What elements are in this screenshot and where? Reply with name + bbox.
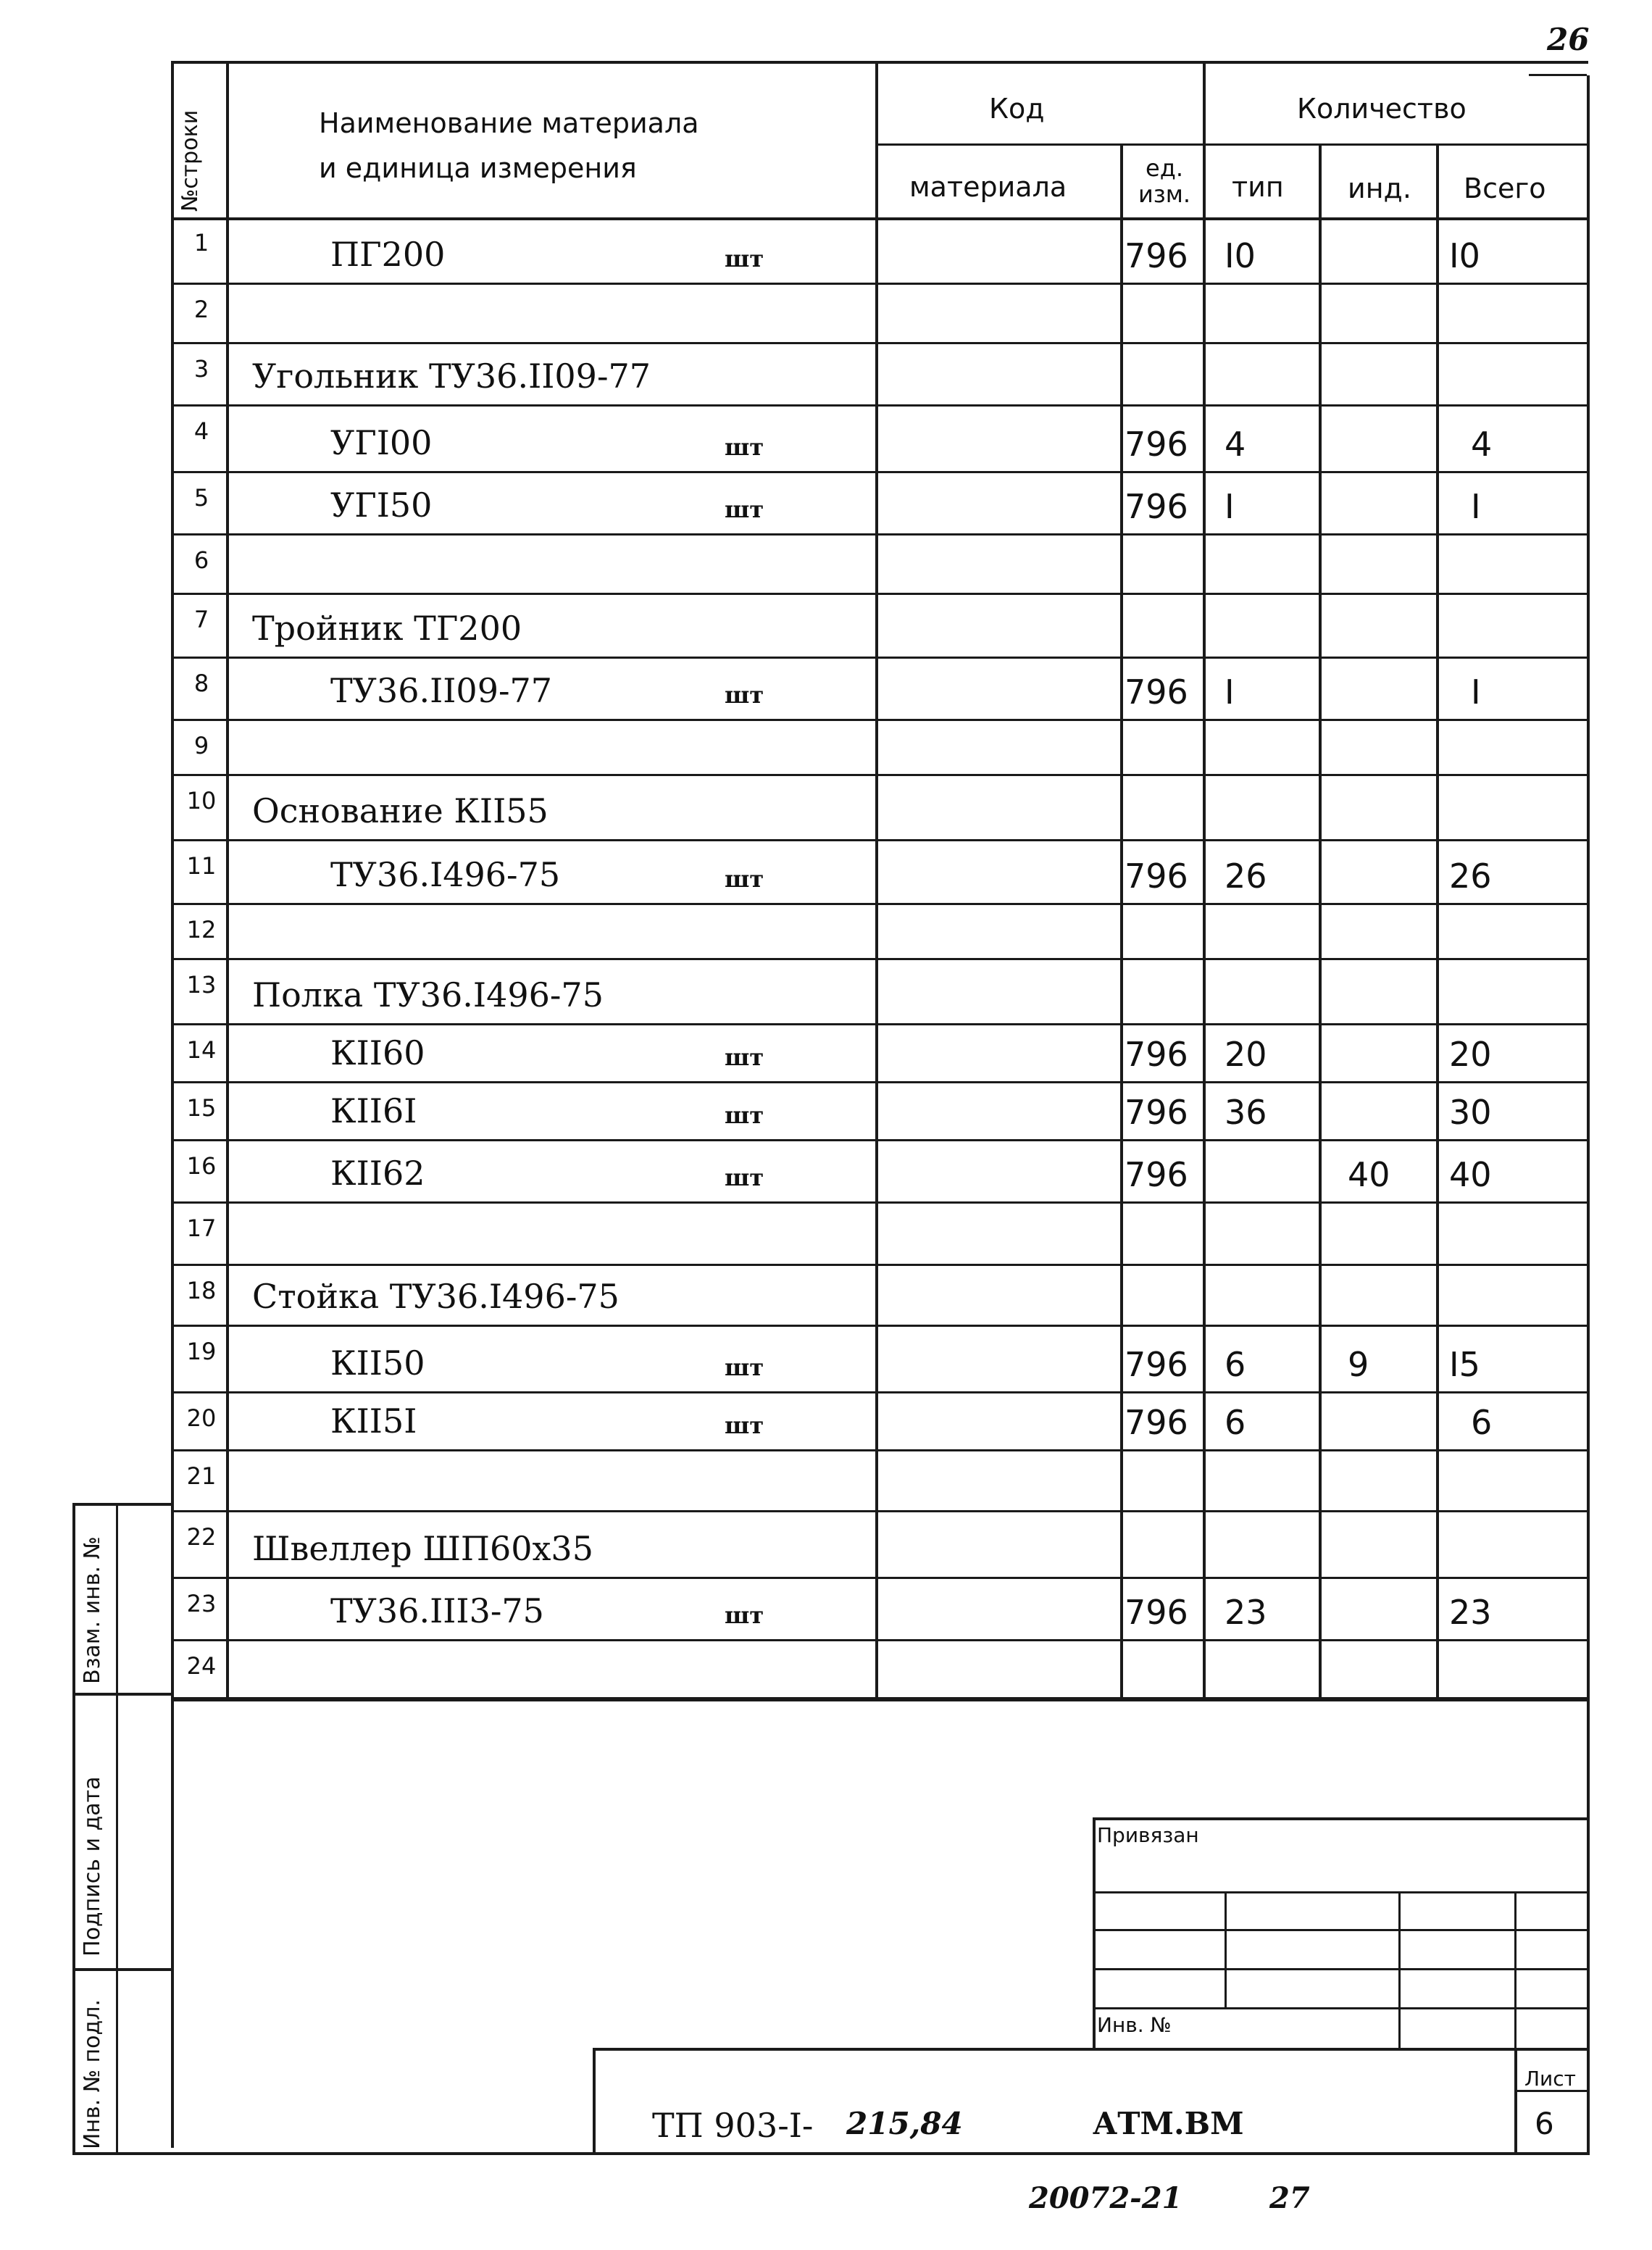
side-stamp-top (72, 1503, 174, 1506)
side-vzam-label: Взам. инв. № (80, 1536, 105, 1684)
row-number: 14 (186, 1036, 217, 1064)
tb-doc-mark: АТМ.ВМ (1093, 2106, 1244, 2141)
row-name: ТУ36.I496-75 (330, 855, 561, 894)
footer-stamp-number: 20072-21 (1029, 2181, 1182, 2215)
row-separator (171, 1023, 1588, 1025)
row-unit: шт (725, 245, 764, 272)
col-divider-name (875, 61, 878, 1700)
row-number: 10 (186, 787, 217, 814)
row-separator (171, 1639, 1588, 1641)
row-separator (171, 593, 1588, 595)
row-name: ТУ36.II09-77 (330, 671, 553, 710)
col-divider-unit (1203, 61, 1206, 1700)
col-divider-material (1120, 143, 1123, 1700)
row-separator (171, 1201, 1588, 1204)
row-number: 12 (186, 916, 217, 943)
header-row-number: №строки (178, 109, 203, 212)
tb-privyazan-left (1093, 1817, 1096, 2049)
row-separator (171, 903, 1588, 905)
row-separator (171, 958, 1588, 960)
side-inv-podl-label: Инв. № подл. (80, 1999, 105, 2149)
row-unit: шт (725, 1043, 764, 1071)
row-name: КII50 (330, 1343, 425, 1383)
row-separator (171, 1510, 1588, 1512)
row-unit: шт (725, 1164, 764, 1191)
row-name: Стойка ТУ36.I496-75 (252, 1277, 620, 1316)
row-unit: шт (725, 1354, 764, 1381)
row-number: 1 (193, 229, 209, 257)
header-bottom-border (171, 217, 1588, 220)
header-q-ind: инд. (1348, 172, 1411, 204)
row-number: 11 (186, 852, 217, 880)
row-number: 4 (193, 417, 209, 445)
row-qty-total: 40 (1449, 1155, 1492, 1194)
row-name: КII6I (330, 1091, 417, 1130)
row-qty-type: I (1225, 487, 1235, 526)
row-number: 19 (186, 1338, 217, 1365)
header-name-line1: Наименование материала (319, 107, 699, 139)
table-right-border (1587, 75, 1590, 2155)
row-qty-type: I (1225, 672, 1235, 712)
row-number: 18 (186, 1277, 217, 1304)
row-qty-total: I5 (1449, 1345, 1480, 1384)
row-name: УГI00 (330, 423, 433, 462)
row-name: КII5I (330, 1401, 417, 1441)
header-q-total: Всего (1464, 172, 1546, 204)
row-separator (171, 404, 1588, 407)
top-right-rule (1529, 74, 1587, 76)
tb-sheet-label: Лист (1524, 2067, 1576, 2091)
row-qty-total: 4 (1471, 425, 1493, 464)
header-code-unit: ед. изм. (1138, 154, 1191, 208)
row-qty-total: I (1471, 672, 1481, 712)
row-separator (171, 1577, 1588, 1579)
tb-main-left (593, 2048, 596, 2154)
row-qty-type: 20 (1225, 1035, 1267, 1074)
table-top-border (171, 61, 1588, 64)
tb-privyazan-label: Привязан (1097, 1823, 1199, 1847)
row-separator (171, 283, 1588, 285)
row-qty-total: 23 (1449, 1593, 1492, 1632)
row-qty-total: I0 (1449, 236, 1480, 275)
row-name: Основание КII55 (252, 791, 548, 830)
row-number: 5 (193, 484, 209, 512)
row-number: 6 (193, 546, 209, 574)
row-number: 7 (193, 606, 209, 633)
row-qty-total: 26 (1449, 857, 1492, 896)
row-unit: шт (725, 865, 764, 893)
row-code: 796 (1125, 1593, 1188, 1632)
row-unit: шт (725, 1601, 764, 1629)
row-unit: шт (725, 496, 764, 523)
row-qty-type: 26 (1225, 857, 1267, 896)
row-name: Полка ТУ36.I496-75 (252, 975, 604, 1014)
row-number: 24 (186, 1652, 217, 1680)
row-number: 23 (186, 1590, 217, 1617)
page-number: 26 (1547, 22, 1590, 57)
side-podpis-label: Подпись и дата (80, 1776, 105, 1957)
tb-privyazan-top (1093, 1817, 1588, 1820)
row-number: 13 (186, 971, 217, 999)
header-code: Код (989, 93, 1045, 125)
row-separator (171, 533, 1588, 536)
row-number: 9 (193, 732, 209, 759)
row-unit: шт (725, 681, 764, 709)
row-qty-type: 36 (1225, 1093, 1267, 1132)
row-qty-type: 6 (1225, 1403, 1246, 1442)
row-separator (171, 342, 1588, 344)
col-divider-ind (1436, 143, 1439, 1700)
row-qty-type: 4 (1225, 425, 1246, 464)
row-name: Тройник ТГ200 (252, 609, 522, 648)
row-qty-total: 20 (1449, 1035, 1492, 1074)
side-stamp-left-border (72, 1503, 75, 2155)
page-bottom-border (171, 2152, 1588, 2155)
row-name: Швеллер ШП60х35 (252, 1529, 593, 1568)
tb-sheet-divider (1514, 2048, 1517, 2154)
row-number: 15 (186, 1094, 217, 1122)
header-code-material: материала (909, 171, 1067, 203)
row-code: 796 (1125, 1403, 1188, 1442)
row-qty-total: 30 (1449, 1093, 1492, 1132)
row-number: 8 (193, 670, 209, 697)
row-code: 796 (1125, 857, 1188, 896)
row-unit: шт (725, 1412, 764, 1439)
side-stamp-div1 (72, 1693, 174, 1696)
row-separator (171, 1081, 1588, 1083)
row-code: 796 (1125, 487, 1188, 526)
row-code: 796 (1125, 1345, 1188, 1384)
row-name: КII60 (330, 1033, 425, 1072)
row-separator (171, 657, 1588, 659)
tb-grid-col2 (1398, 1891, 1401, 2048)
row-name: КII62 (330, 1154, 425, 1193)
row-separator (171, 1264, 1588, 1266)
side-stamp-inner-border (116, 1503, 118, 2155)
tb-inv-label: Инв. № (1097, 2013, 1172, 2037)
row-code: 796 (1125, 236, 1188, 275)
row-separator (171, 719, 1588, 721)
row-separator (171, 839, 1588, 841)
row-name: ПГ200 (330, 235, 446, 274)
header-quantity: Количество (1297, 93, 1467, 125)
row-name: УГI50 (330, 486, 433, 525)
tb-grid-col3 (1514, 1891, 1517, 2048)
row-code: 796 (1125, 425, 1188, 464)
side-stamp-bottom (72, 2152, 174, 2155)
row-number: 17 (186, 1214, 217, 1242)
row-qty-type: I0 (1225, 236, 1256, 275)
row-separator (171, 1391, 1588, 1393)
row-number: 20 (186, 1404, 217, 1432)
tb-doc-code-hand: 215,84 (846, 2106, 963, 2141)
row-code: 796 (1125, 1155, 1188, 1194)
table-body-bottom (171, 1699, 1588, 1701)
footer-page-number: 27 (1269, 2181, 1310, 2215)
row-qty-total: I (1471, 487, 1481, 526)
tb-grid-col1 (1225, 1891, 1227, 2007)
row-number: 22 (186, 1523, 217, 1551)
tb-main-top (593, 2048, 1588, 2051)
header-mid-rule (877, 143, 1588, 146)
row-separator (171, 1139, 1588, 1141)
row-code: 796 (1125, 672, 1188, 712)
row-number: 16 (186, 1152, 217, 1180)
row-code: 796 (1125, 1035, 1188, 1074)
row-separator (171, 1449, 1588, 1451)
row-number: 21 (186, 1462, 217, 1490)
row-qty-ind: 9 (1348, 1345, 1369, 1384)
header-name-line2: и единица измерения (319, 152, 637, 184)
tb-sheet-value: 6 (1535, 2106, 1554, 2141)
side-stamp-div2 (72, 1968, 174, 1971)
row-qty-total: 6 (1471, 1403, 1493, 1442)
row-qty-type: 6 (1225, 1345, 1246, 1384)
row-unit: шт (725, 1101, 764, 1129)
row-name: Угольник ТУ36.II09-77 (252, 357, 651, 396)
row-separator (171, 471, 1588, 473)
row-code: 796 (1125, 1093, 1188, 1132)
row-separator (171, 774, 1588, 776)
row-qty-ind: 40 (1348, 1155, 1390, 1194)
row-qty-type: 23 (1225, 1593, 1267, 1632)
header-q-type: тип (1232, 171, 1284, 203)
row-separator (171, 1325, 1588, 1327)
row-unit: шт (725, 433, 764, 461)
row-number: 2 (193, 296, 209, 323)
tb-doc-code-prefix: ТП 903-I- (652, 2106, 814, 2145)
row-name: ТУ36.III3-75 (330, 1591, 544, 1630)
col-divider-type (1319, 143, 1322, 1700)
row-number: 3 (193, 355, 209, 383)
